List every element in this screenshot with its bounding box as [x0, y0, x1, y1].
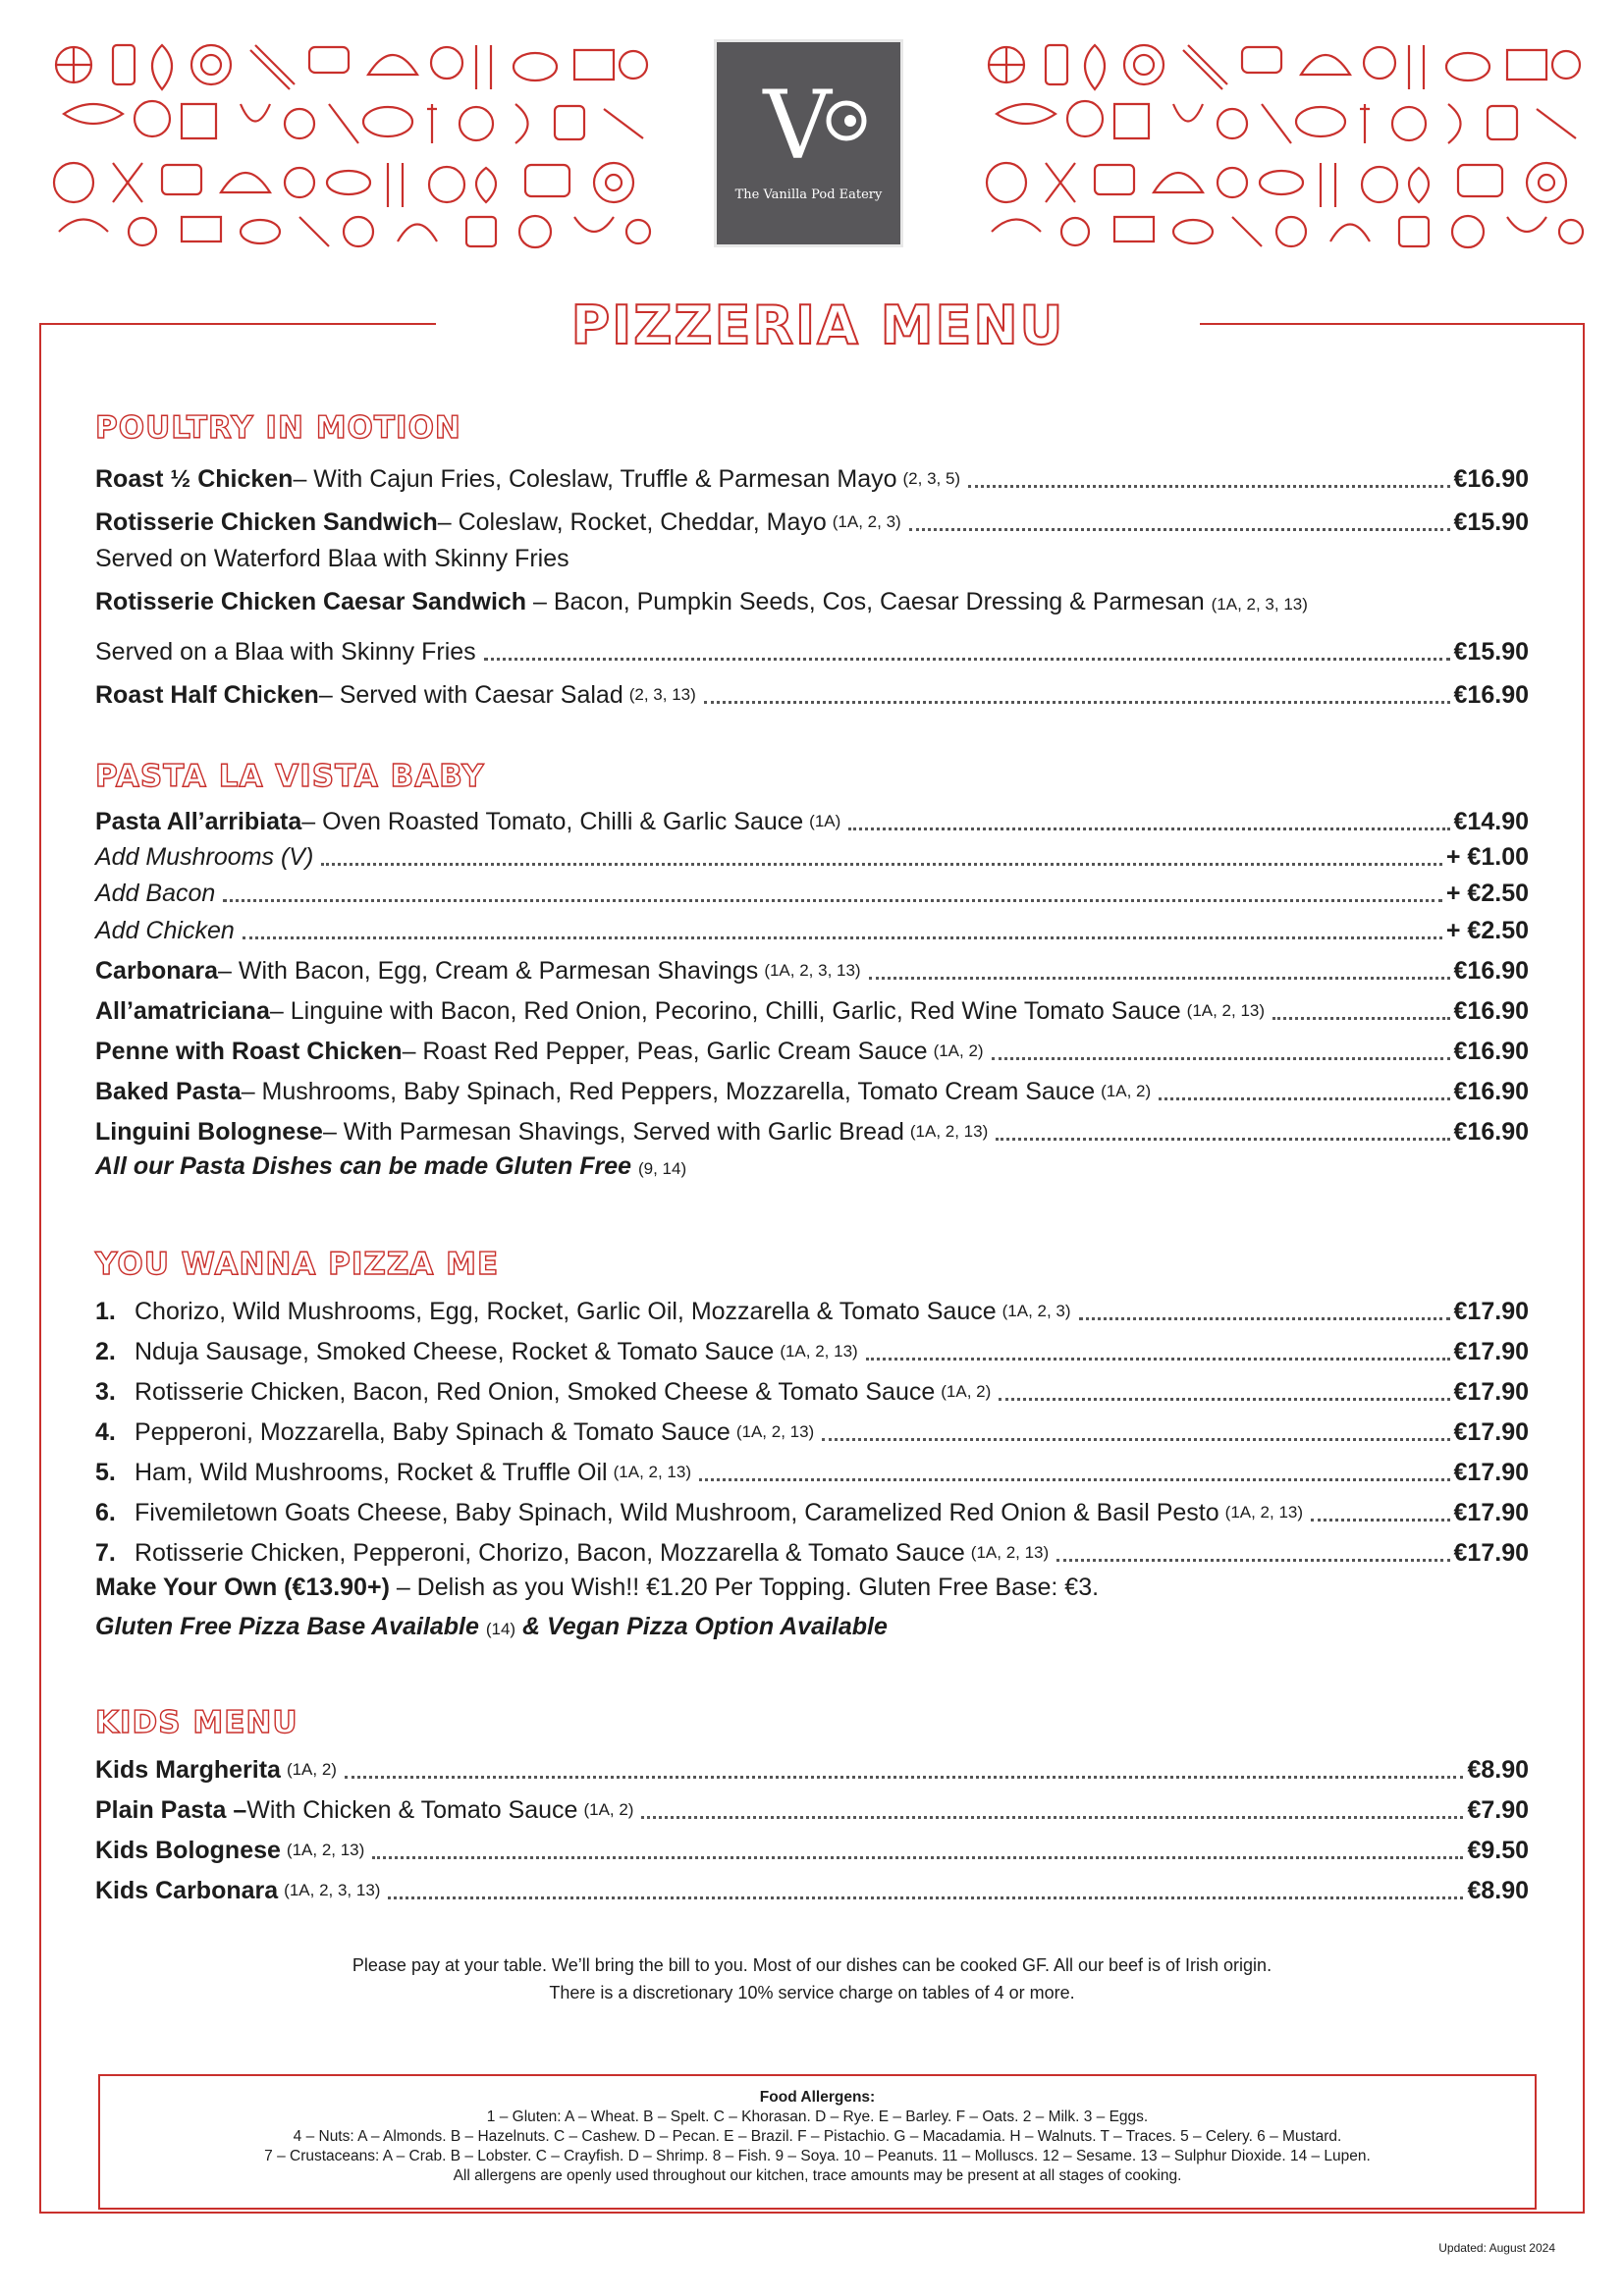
item-name: Kids Carbonara: [95, 1877, 279, 1904]
item-name: Roast ½ Chicken: [95, 465, 294, 493]
section-title-pizza: YOU WANNA PIZZA ME: [95, 1247, 500, 1282]
item-name: Baked Pasta: [95, 1078, 242, 1105]
allergen-line: 7 – Crustaceans: A – Crab. B – Lobster. C – Crayfish. D – Shrimp. 8 – Fish. 9 – Soya. 10 – Peanuts. 11 – Molluscs. 12 – Sesame. 13 – Sulphur Dioxide. 14 – Lupen.: [264, 2148, 1371, 2164]
menu-item-continued: [95, 623, 1529, 667]
item-allergens: (1A, 2, 13): [286, 1841, 365, 1859]
item-name: Plain Pasta –: [95, 1796, 247, 1824]
item-name: Rotisserie Chicken Caesar Sandwich: [95, 588, 527, 615]
allergen-line: All allergens are openly used throughout our kitchen, trace amounts may be present at all stages of cooking.: [453, 2167, 1182, 2184]
item-allergens: (1A, 2, 13): [970, 1543, 1050, 1562]
item-price: €16.90: [1453, 681, 1529, 709]
menu-item: [95, 1106, 1529, 1147]
item-price: €14.90: [1453, 808, 1529, 835]
pizza-number: 1.: [95, 1298, 116, 1325]
item-price: €17.90: [1453, 1459, 1529, 1486]
food-pattern-banner-right: [977, 35, 1591, 253]
item-allergens: (1A, 2, 3, 13): [764, 961, 861, 980]
allergen-line: 4 – Nuts: A – Almonds. B – Hazelnuts. C – Cashew. D – Pecan. E – Brazil. F – Pistachio. G – Macadamia. H – Walnuts. T – Traces. 5 – Celery. 6 – Mustard.: [293, 2128, 1342, 2145]
dot-leader: [869, 977, 1450, 980]
allergen-legend-header: Food Allergens:: [759, 2089, 876, 2106]
menu-item: [95, 799, 1529, 836]
served-note: Served on a Blaa with Skinny Fries: [95, 638, 476, 666]
item-price: €15.90: [1453, 638, 1529, 666]
item-desc: – Roast Red Pepper, Peas, Garlic Cream Sauce: [402, 1038, 928, 1065]
item-allergens: (1A, 2): [286, 1760, 337, 1779]
item-allergens: (1A, 2, 13): [909, 1122, 989, 1141]
item-price: €17.90: [1453, 1338, 1529, 1365]
allergen-line: 1 – Gluten: A – Wheat. B – Spelt. C – Khorasan. D – Rye. E – Barley. F – Oats. 2 – Milk. 3 – Eggs.: [486, 2109, 1149, 2125]
addon-price: + €2.50: [1445, 917, 1529, 944]
dot-leader: [1272, 1017, 1450, 1020]
pizza-desc: Pepperoni, Mozzarella, Baby Spinach & Tomato Sauce: [135, 1418, 731, 1446]
dot-leader: [484, 658, 1450, 661]
item-price: €15.90: [1453, 508, 1529, 536]
pizza-desc: Fivemiletown Goats Cheese, Baby Spinach, Wild Mushroom, Caramelized Red Onion & Basil Pesto: [135, 1499, 1219, 1526]
pizza-number: 4.: [95, 1418, 116, 1446]
dot-leader: [372, 1856, 1463, 1859]
item-allergens: (1A, 2): [583, 1800, 634, 1819]
dot-leader: [345, 1776, 1463, 1779]
dot-leader: [1056, 1559, 1449, 1562]
menu-item: [95, 494, 1529, 537]
item-allergens: (1A, 2, 3): [832, 512, 901, 531]
dot-leader: [996, 1138, 1449, 1141]
dot-leader: [848, 828, 1449, 830]
pizza-number: 5.: [95, 1459, 116, 1486]
item-desc: – With Bacon, Egg, Cream & Parmesan Shavings: [218, 957, 759, 985]
item-name: Kids Margherita: [95, 1756, 281, 1784]
menu-item: [95, 1825, 1529, 1865]
menu-item: [95, 1865, 1529, 1905]
item-price: €16.90: [1453, 1118, 1529, 1146]
dot-leader: [999, 1398, 1449, 1401]
make-your-own-desc: – Delish as you Wish!! €1.20 Per Topping. Gluten Free Base: €3.: [389, 1574, 1100, 1601]
item-price: €17.90: [1453, 1499, 1529, 1526]
gf-base-text: Gluten Free Pizza Base Available: [95, 1613, 479, 1640]
pizza-number: 2.: [95, 1338, 116, 1365]
item-name: Kids Bolognese: [95, 1837, 281, 1864]
addon-item: [95, 908, 1529, 945]
addon-name: Add Bacon: [95, 880, 216, 907]
item-price: €8.90: [1467, 1877, 1529, 1904]
item-allergens: (1A, 2, 13): [1186, 1001, 1266, 1020]
item-name: Penne with Roast Chicken: [95, 1038, 403, 1065]
section-title-kids: KIDS MENU: [95, 1705, 298, 1740]
frame-top-left-rule: [39, 323, 436, 325]
dot-leader: [704, 701, 1450, 704]
addon-item: [95, 872, 1529, 908]
dot-leader: [1311, 1519, 1450, 1522]
section-pizza: [95, 1246, 1529, 1646]
item-desc: – Bacon, Pumpkin Seeds, Cos, Caesar Dressing & Parmesan: [526, 588, 1205, 615]
payment-notes: [39, 1951, 1585, 2006]
dot-leader: [992, 1057, 1450, 1060]
item-price: €16.90: [1453, 997, 1529, 1025]
dot-leader: [1159, 1097, 1449, 1100]
pizza-desc: Rotisserie Chicken, Pepperoni, Chorizo, Bacon, Mozzarella & Tomato Sauce: [135, 1539, 965, 1567]
pizza-item: [95, 1527, 1529, 1568]
item-price: €17.90: [1453, 1298, 1529, 1325]
pizza-desc: Ham, Wild Mushrooms, Rocket & Truffle Oil: [135, 1459, 608, 1486]
pizza-desc: Rotisserie Chicken, Bacon, Red Onion, Smoked Cheese & Tomato Sauce: [135, 1378, 936, 1406]
pizza-desc: Chorizo, Wild Mushrooms, Egg, Rocket, Garlic Oil, Mozzarella & Tomato Sauce: [135, 1298, 997, 1325]
food-pattern-banner-left: [44, 35, 658, 253]
dot-leader: [909, 528, 1450, 531]
item-name: All’amatriciana: [95, 997, 270, 1025]
item-allergens: (1A, 2, 3): [1001, 1302, 1071, 1320]
item-price: €8.90: [1467, 1756, 1529, 1784]
item-desc: – Mushrooms, Baby Spinach, Red Peppers, Mozzarella, Tomato Cream Sauce: [241, 1078, 1096, 1105]
addon-name: Add Chicken: [95, 917, 235, 944]
item-allergens: (1A, 2): [1101, 1082, 1152, 1100]
updated-date: Updated: August 2024: [1438, 2241, 1555, 2255]
addon-price: + €2.50: [1445, 880, 1529, 907]
dot-leader: [822, 1438, 1449, 1441]
section-kids: [95, 1704, 1529, 1905]
addon-price: + €1.00: [1445, 843, 1529, 871]
item-name: Rotisserie Chicken Sandwich: [95, 508, 438, 536]
dot-leader: [699, 1478, 1450, 1481]
item-price: €7.90: [1467, 1796, 1529, 1824]
menu-item: [95, 451, 1529, 494]
item-desc: – Linguine with Bacon, Red Onion, Pecorino, Chilli, Garlic, Red Wine Tomato Sauce: [269, 997, 1181, 1025]
item-allergens: (1A, 2): [941, 1382, 992, 1401]
frame-top-right-rule: [1200, 323, 1585, 325]
item-name: Carbonara: [95, 957, 219, 985]
make-your-own: [95, 1568, 1529, 1607]
item-allergens: (1A, 2, 13): [613, 1463, 691, 1481]
item-allergens: (1A, 2, 13): [780, 1342, 858, 1361]
item-price: €17.90: [1453, 1539, 1529, 1567]
item-price: €16.90: [1453, 1038, 1529, 1065]
item-desc: – With Parmesan Shavings, Served with Garlic Bread: [322, 1118, 904, 1146]
pizza-base-note: [95, 1607, 1529, 1646]
allergen-legend: [98, 2074, 1537, 2210]
menu-item: [95, 986, 1529, 1026]
menu-item: [95, 1745, 1529, 1785]
gf-base-allergen: (14): [485, 1620, 516, 1638]
dot-leader: [641, 1816, 1463, 1819]
item-price: €9.50: [1467, 1837, 1529, 1864]
gf-note-text: All our Pasta Dishes can be made Gluten Free: [95, 1152, 632, 1180]
note-line: Please pay at your table. We’ll bring the bill to you. Most of our dishes can be cooked GF. All our beef is of Irish origin.: [352, 1955, 1272, 1975]
menu-item: [95, 1026, 1529, 1066]
item-name: Roast Half Chicken: [95, 681, 319, 709]
section-title-poultry: POULTRY IN MOTION: [95, 410, 461, 446]
item-allergens: (1A, 2, 13): [735, 1422, 815, 1441]
item-allergens: (1A, 2): [933, 1041, 984, 1060]
item-price: €16.90: [1453, 1078, 1529, 1105]
item-desc: – With Cajun Fries, Coleslaw, Truffle & Parmesan Mayo: [293, 465, 897, 493]
item-allergens: (1A): [809, 812, 841, 830]
served-note: Served on Waterford Blaa with Skinny Fries: [95, 545, 569, 572]
section-poultry: [95, 409, 1529, 710]
addon-item: [95, 836, 1529, 872]
note-line: There is a discretionary 10% service charge on tables of 4 or more.: [549, 1983, 1075, 2002]
pizza-item: [95, 1487, 1529, 1527]
section-pasta: [95, 758, 1529, 1187]
gf-note-allergens: (9, 14): [637, 1159, 687, 1178]
item-desc: – Coleslaw, Rocket, Cheddar, Mayo: [437, 508, 827, 536]
item-desc: With Chicken & Tomato Sauce: [246, 1796, 578, 1824]
menu-item: [95, 580, 1529, 623]
dot-leader: [243, 936, 1442, 939]
logo-letter: V: [763, 71, 832, 181]
pizza-number: 6.: [95, 1499, 116, 1526]
pizza-item: [95, 1407, 1529, 1447]
pizza-desc: Nduja Sausage, Smoked Cheese, Rocket & Tomato Sauce: [135, 1338, 775, 1365]
item-price: €16.90: [1453, 957, 1529, 985]
menu-item: [95, 1785, 1529, 1825]
item-allergens: (1A, 2, 3, 13): [284, 1881, 381, 1899]
item-allergens: (1A, 2, 13): [1224, 1503, 1304, 1522]
logo: [714, 39, 903, 247]
item-price: €16.90: [1453, 465, 1529, 493]
vegan-option-text: & Vegan Pizza Option Available: [522, 1613, 888, 1640]
item-name: Pasta All’arribiata: [95, 808, 302, 835]
item-price: €17.90: [1453, 1418, 1529, 1446]
item-allergens: (2, 3, 13): [628, 685, 696, 704]
vanilla-pod-logo-mark: [717, 42, 900, 244]
item-price: €17.90: [1453, 1378, 1529, 1406]
pizza-number: 7.: [95, 1539, 116, 1567]
page-title: PIZZERIA MENU: [570, 294, 1065, 356]
dot-leader: [866, 1358, 1450, 1361]
item-desc: – Served with Caesar Salad: [318, 681, 623, 709]
menu-item: [95, 1066, 1529, 1106]
item-name: Linguini Bolognese: [95, 1118, 323, 1146]
dot-leader: [388, 1896, 1463, 1899]
pizza-item: [95, 1366, 1529, 1407]
menu-item: [95, 945, 1529, 986]
pizza-item: [95, 1287, 1529, 1326]
make-your-own-name: Make Your Own (€13.90+): [95, 1574, 390, 1601]
item-desc: – Oven Roasted Tomato, Chilli & Garlic Sauce: [301, 808, 804, 835]
item-allergens: (1A, 2, 3, 13): [1211, 595, 1308, 614]
menu-item: [95, 667, 1529, 710]
pizza-item: [95, 1326, 1529, 1366]
pizza-item: [95, 1447, 1529, 1487]
gluten-free-note: [95, 1147, 1529, 1187]
dot-leader: [1079, 1317, 1450, 1320]
dot-leader: [321, 863, 1442, 866]
pizza-number: 3.: [95, 1378, 116, 1406]
dot-leader: [968, 485, 1449, 488]
dot-leader: [223, 899, 1442, 902]
addon-name: Add Mushrooms (V): [95, 843, 314, 871]
logo-caption: The Vanilla Pod Eatery: [734, 187, 883, 202]
section-title-pasta: PASTA LA VISTA BABY: [95, 759, 485, 794]
item-allergens: (2, 3, 5): [902, 469, 961, 488]
